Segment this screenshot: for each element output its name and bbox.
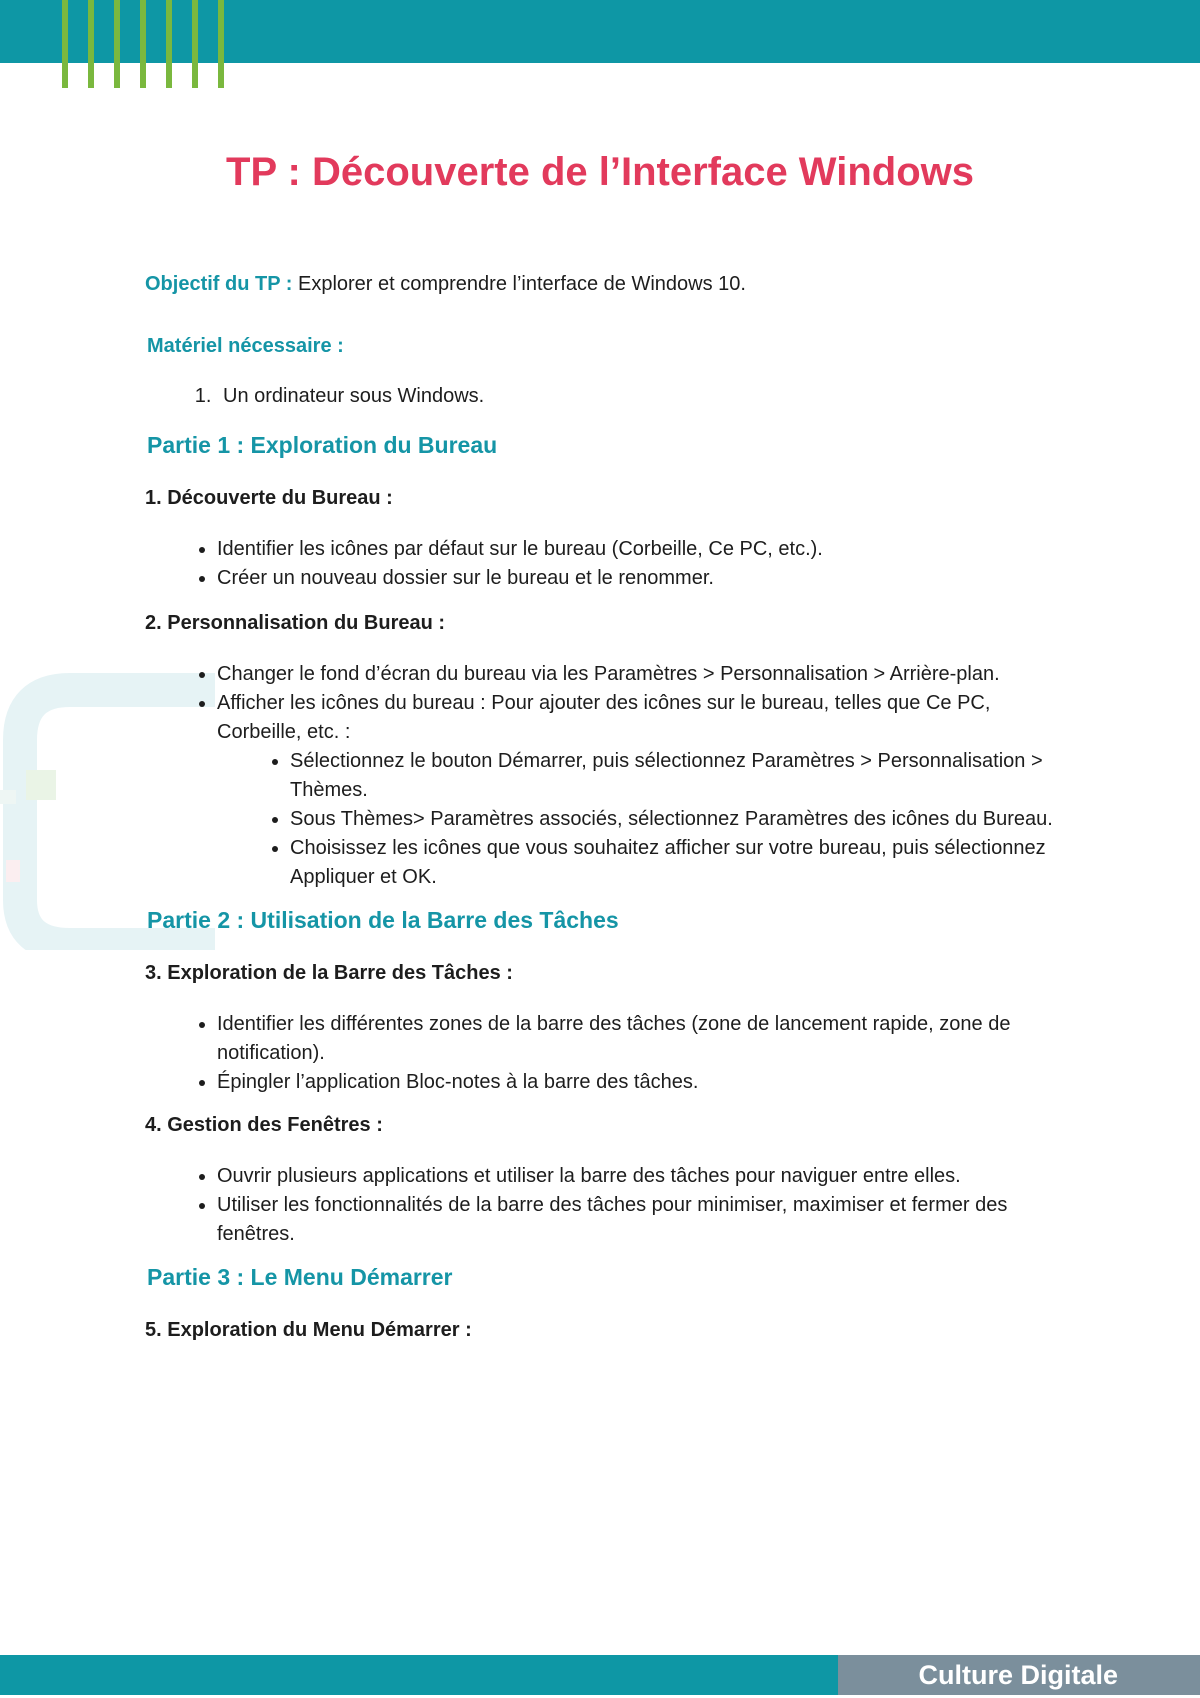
objective-label: Objectif du TP : xyxy=(145,273,293,295)
list-item: • Créer un nouveau dossier sur le bureau et le renommer. xyxy=(217,564,1055,593)
subsection-heading-4: 4. Gestion des Fenêtres : xyxy=(145,1114,383,1136)
subsection-heading-5: 5. Exploration du Menu Démarrer : xyxy=(145,1319,472,1341)
section-heading-partie-2: Partie 2 : Utilisation de la Barre des Tâches xyxy=(147,907,619,933)
subsection-heading-1: 1. Découverte du Bureau : xyxy=(145,487,393,509)
list-item: • Sous Thèmes> Paramètres associés, sélectionnez Paramètres des icônes du Bureau. xyxy=(290,805,1055,834)
list-item: • Ouvrir plusieurs applications et utiliser la barre des tâches pour naviguer entre elles. xyxy=(217,1162,1055,1191)
subsection-heading-3: 3. Exploration de la Barre des Tâches : xyxy=(145,962,513,984)
document-body xyxy=(145,270,1055,1367)
bullet-list xyxy=(145,1010,1055,1097)
footer-label: Culture Digitale xyxy=(918,1660,1118,1690)
bullet-list xyxy=(145,535,1055,593)
bullet-list xyxy=(145,1162,1055,1249)
footer-bar xyxy=(0,1655,838,1695)
page-title: TP : Découverte de l’Interface Windows xyxy=(226,150,974,194)
list-item: • Identifier les différentes zones de la barre des tâches (zone de lancement rapide, zone de notification). xyxy=(217,1010,1055,1068)
list-item: • Utiliser les fonctionnalités de la barre des tâches pour minimiser, maximiser et fermer des fenêtres. xyxy=(217,1191,1055,1249)
header-stripes xyxy=(62,0,232,88)
list-item: • Choisissez les icônes que vous souhaitez afficher sur votre bureau, puis sélectionnez Appliquer et OK. xyxy=(290,834,1055,892)
list-item: • Identifier les icônes par défaut sur le bureau (Corbeille, Ce PC, etc.). xyxy=(217,535,1055,564)
list-item: • Sélectionnez le bouton Démarrer, puis sélectionnez Paramètres > Personnalisation > Thèmes. xyxy=(290,747,1055,805)
list-item xyxy=(217,689,1055,892)
materials-heading: Matériel nécessaire : xyxy=(147,335,344,357)
objective xyxy=(145,270,1055,299)
list-item: 1. Un ordinateur sous Windows. xyxy=(217,382,1055,411)
list-item: • Épingler l’application Bloc-notes à la barre des tâches. xyxy=(217,1068,1055,1097)
section-heading-partie-3: Partie 3 : Le Menu Démarrer xyxy=(147,1264,453,1290)
subsection-heading-2: 2. Personnalisation du Bureau : xyxy=(145,612,446,634)
nested-bullet-list xyxy=(217,747,1055,892)
section-heading-partie-1: Partie 1 : Exploration du Bureau xyxy=(147,432,498,458)
materials-list xyxy=(145,382,1055,411)
list-item-text: Afficher les icônes du bureau : Pour ajouter des icônes sur le bureau, telles que Ce PC, Corbeille, etc. : xyxy=(217,692,991,743)
list-item: • Changer le fond d’écran du bureau via les Paramètres > Personnalisation > Arrière-plan. xyxy=(217,660,1055,689)
bullet-list xyxy=(145,660,1055,892)
objective-text: Explorer et comprendre l’interface de Windows 10. xyxy=(292,273,746,295)
